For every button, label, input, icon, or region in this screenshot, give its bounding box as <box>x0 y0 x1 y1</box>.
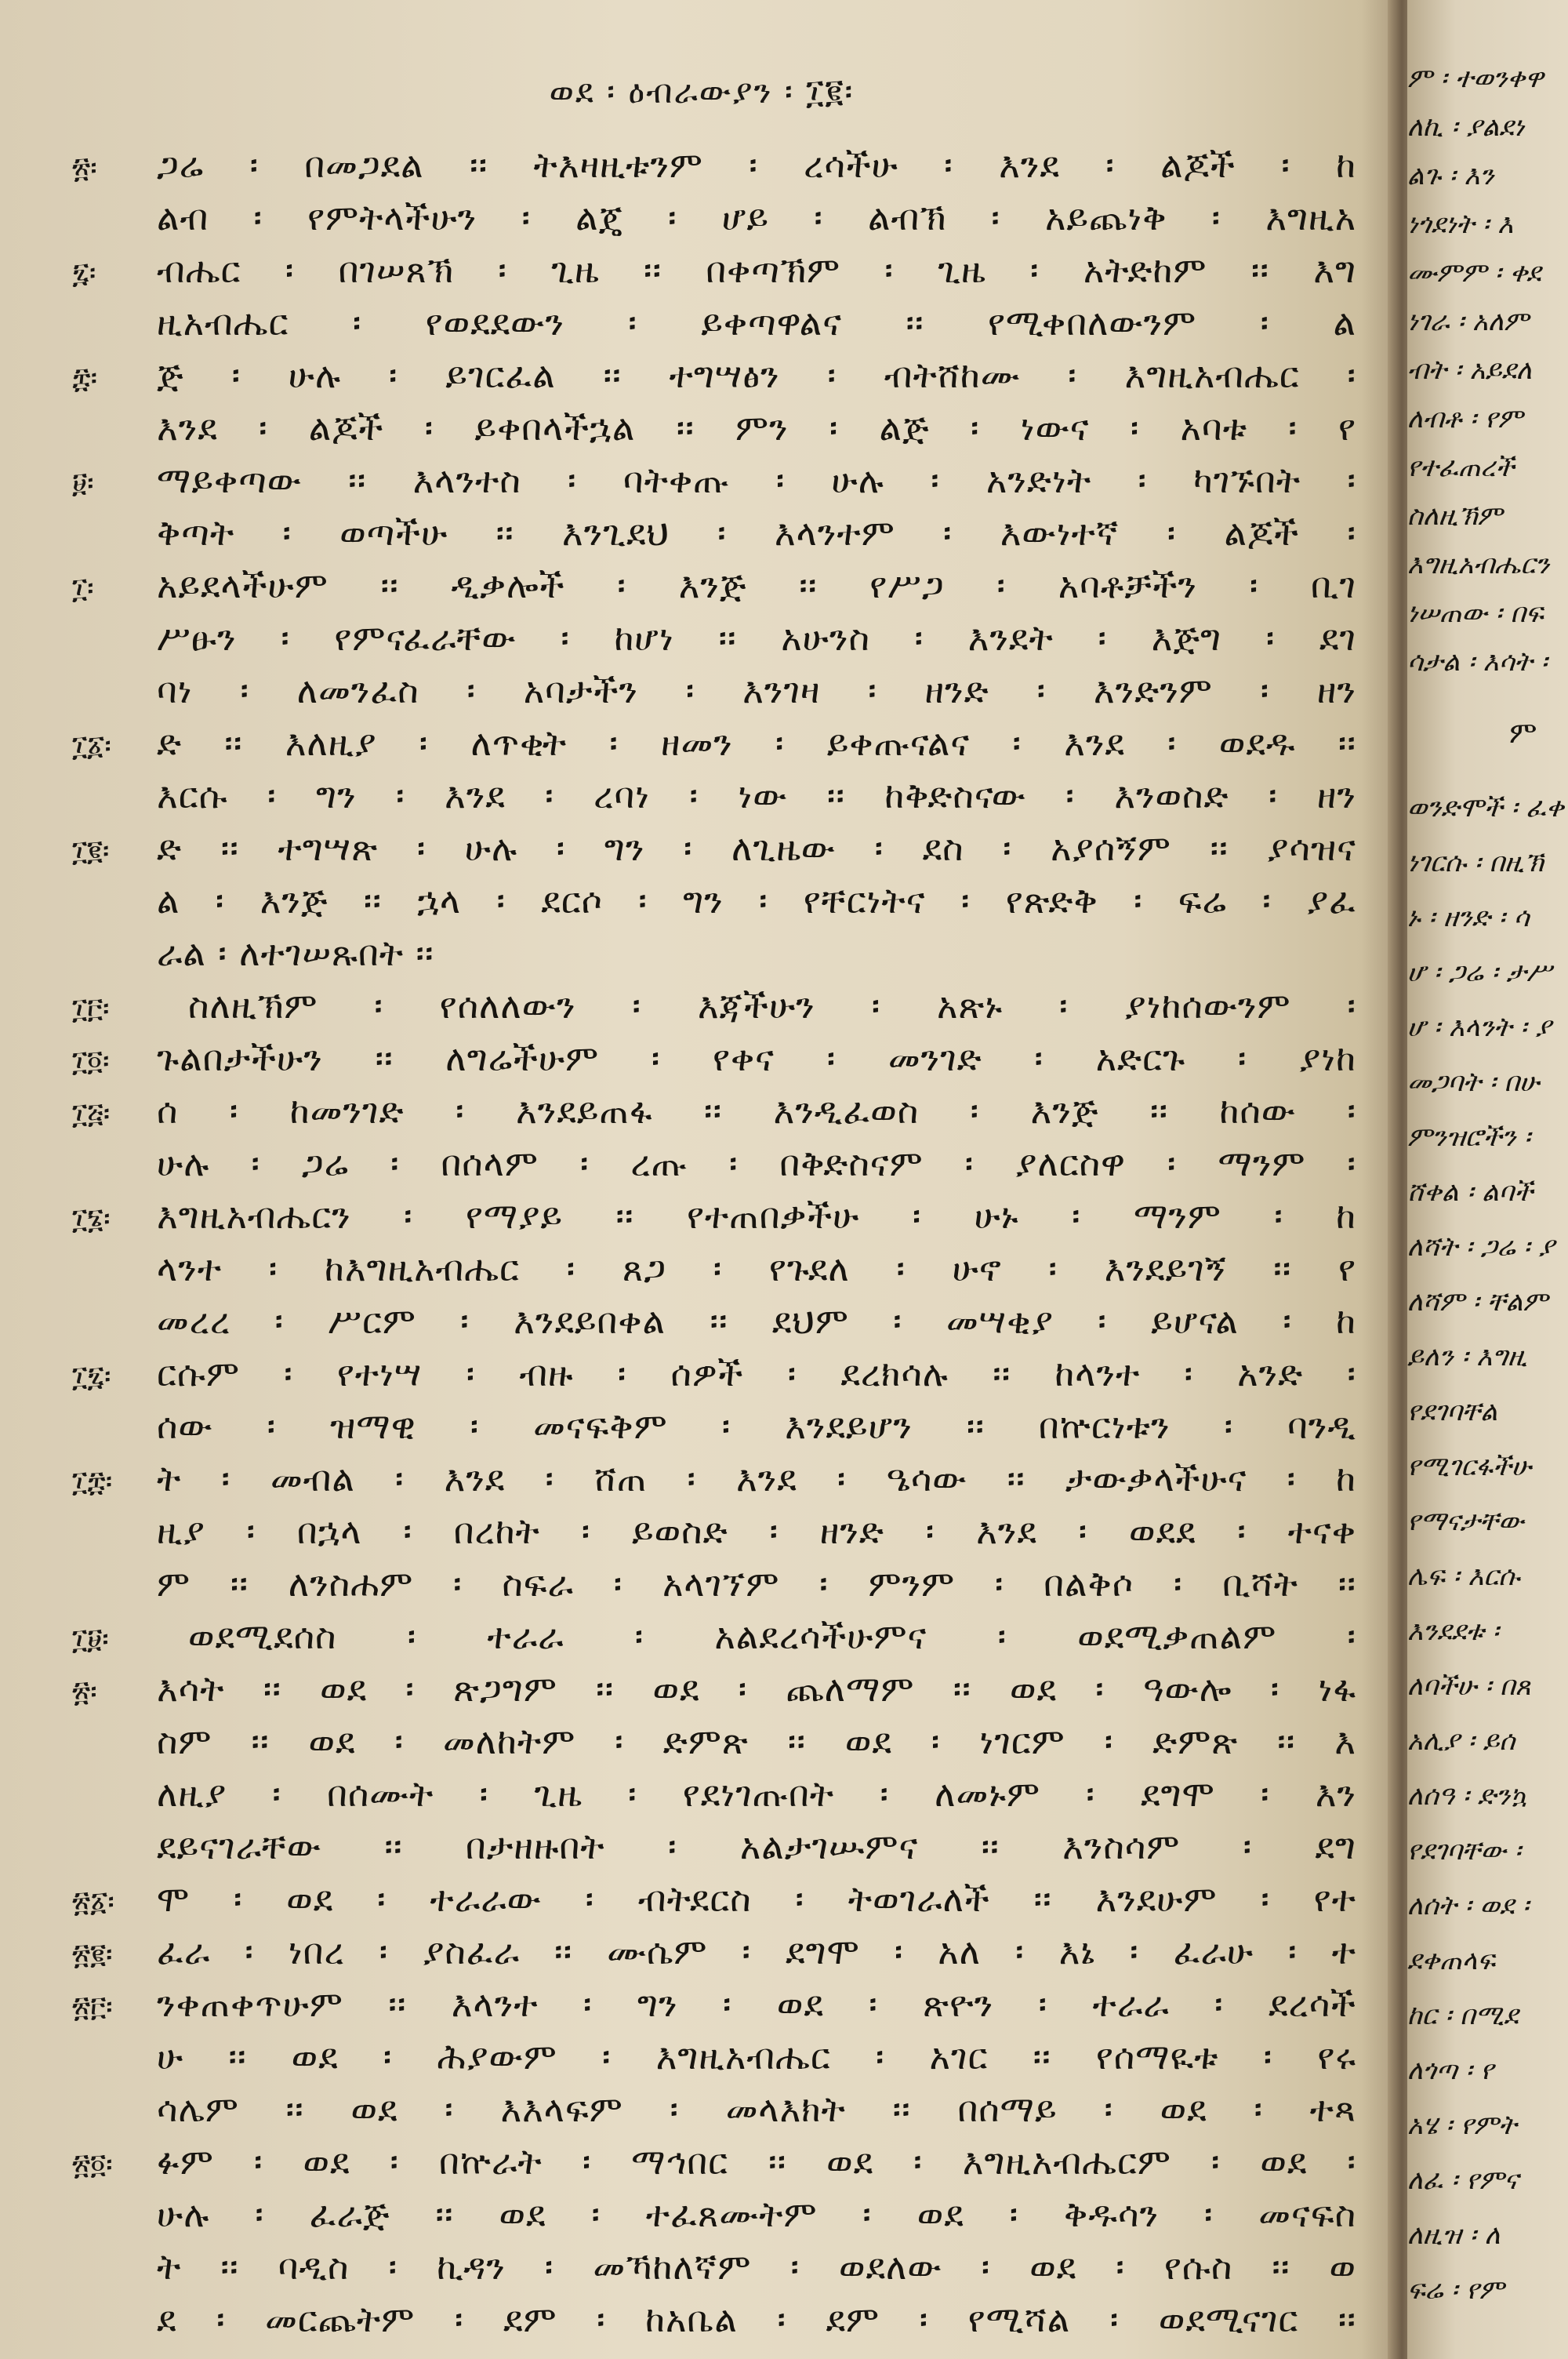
next-page-line: ለሻም ፡ ቸልም <box>1407 1286 1548 1318</box>
next-page-line: ለባችሁ ፡ በጸ <box>1407 1670 1531 1702</box>
text-line: ም ፡፡ ለንስሐም ፡ ስፍራ ፡ አላገኘም ፡ ምንም ፡ በልቅሶ ፡ ቢሻት ፡፡ <box>157 1563 1356 1605</box>
next-page-heading: ም <box>1509 715 1537 750</box>
next-page-line: እግዚአብሔርን <box>1407 549 1550 580</box>
next-page-line: የደገባቸው ፡ <box>1407 1835 1521 1866</box>
text-line: ጋሬ ፡ በመጋደል ፡፡ ትእዛዚቱንም ፡ ረሳችሁ ፡ እንደ ፡ ልጆች ፡ ከ <box>157 144 1356 186</box>
next-page-line: ነሠጠው ፡ በፍ <box>1407 598 1544 629</box>
text-line: እሳት ፡፡ ወደ ፡ ጽጋግም ፡፡ ወደ ፡ ጨለማም ፡፡ ወደ ፡ ዓውሎ ፡ ነፋ <box>157 1668 1356 1710</box>
verse-number: ፲፭፡ <box>72 1098 111 1130</box>
next-page-line: ሸቀል ፡ ልባች <box>1407 1176 1534 1208</box>
text-line: ት ፡ መብል ፡ እንደ ፡ ሸጠ ፡ እንደ ፡ ዔሳው ፡፡ ታውቃላችሁና ፡ ከ <box>157 1458 1356 1499</box>
running-head: ወደ ፡ ዕብራውያን ፡ ፲፪፡ <box>549 72 855 111</box>
verse-number: ፳፪፡ <box>72 1939 113 1971</box>
text-line: ድ ፡፡ ተግሣጽ ፡ ሁሉ ፡ ግን ፡ ለጊዜው ፡ ደስ ፡ አያሰኝም ፡፡ ያሳዝና <box>157 827 1356 869</box>
verse-number: ፳፬፡ <box>72 2149 113 2181</box>
text-line: ደ ፡ መርጨትም ፡ ደም ፡ ከአቤል ፡ ደም ፡ የሚሻል ፡ ወደሚናገር ፡፡ <box>157 2299 1356 2340</box>
text-line: ንቀጠቀጥሁም ፡፡ እላንተ ፡ ግን ፡ ወደ ፡ ጽዮን ፡ ተራራ ፡ ደረሳች <box>157 1983 1356 2025</box>
text-line: ለዚያ ፡ በሰሙት ፡ ጊዜ ፡ የደነገጡበት ፡ ለመኑም ፡ ደግሞ ፡ እን <box>157 1773 1356 1815</box>
next-page-line: ነጎደነት ፡ እ <box>1407 209 1514 240</box>
next-page-line: ወንድሞች ፡ ፈቀ <box>1407 792 1564 823</box>
next-page-line: ሳታል ፡ እሳት ፡ <box>1407 646 1548 678</box>
next-page-line: መጋባት ፡ በሁ <box>1407 1067 1540 1098</box>
text-line: እርሱ ፡ ግን ፡ እንደ ፡ ረባነ ፡ ነው ፡፡ ከቅድስናው ፡ እንወስድ ፡ ዘን <box>157 775 1356 816</box>
text-line: ቅጣት ፡ ወጣችሁ ፡፡ እንጊደህ ፡ እላንተም ፡ እውነተኛ ፡ ልጆች ፡ <box>157 512 1356 554</box>
verse-number: ፳፡ <box>72 152 97 184</box>
text-line: ጉልበታችሁን ፡፡ ለግሬችሁም ፡ የቀና ፡ መንገድ ፡ አድርጉ ፡ ያነከ <box>157 1038 1356 1079</box>
next-page-line: እንደደቱ ፡ <box>1407 1616 1499 1647</box>
next-page-line: ስለዚኽም <box>1407 500 1503 532</box>
verse-number: ፲፫፡ <box>72 993 110 1025</box>
text-line: ጅ ፡ ሁሉ ፡ ይገርፈል ፡፡ ተግሣፅን ፡ ብትሸከሙ ፡ እግዚአብሔር ፡ <box>157 354 1356 396</box>
next-page-line: ሆ ፡ እላንት ፡ ያ <box>1407 1012 1552 1043</box>
next-page-line: ይለን ፡ እግዚ <box>1407 1341 1527 1372</box>
text-line: ሁሉ ፡ ጋሬ ፡ በሰላም ፡ ረጡ ፡ በቅድስናም ፡ ያለርስዋ ፡ ማንም ፡ <box>157 1143 1356 1184</box>
text-line: ሥፁን ፡ የምናፈራቸው ፡ ከሆነ ፡፡ አሁንስ ፡ እንደት ፡ እጅግ ፡ ደገ <box>157 617 1356 659</box>
next-page-line: ፍሬ ፡ የም <box>1407 2274 1504 2306</box>
text-line: ፈራ ፡ ነበረ ፡ ያስፈራ ፡፡ ሙሴም ፡ ደግሞ ፡ አለ ፡ እኔ ፡ ፈራሁ ፡ ተ <box>157 1931 1356 1972</box>
text-line: ሞ ፡ ወደ ፡ ተራራው ፡ ብትደርስ ፡ ትወገራለች ፡፡ እንደሁም ፡ የተ <box>157 1878 1356 1920</box>
next-page-line: ብት ፡ አይደለ <box>1407 354 1532 386</box>
text-line: ባነ ፡ ለመንፈስ ፡ አባታችን ፡ እንገዛ ፡ ዘንድ ፡ እንድንም ፡ ዘን <box>157 670 1356 711</box>
text-line: ብሔር ፡ በገሠጸኽ ፡ ጊዜ ፡፡ በቀጣኽም ፡ ጊዜ ፡ አትድከም ፡፡ እግ <box>157 249 1356 291</box>
text-line: አይደላችሁም ፡፡ ዲቃሎች ፡ እንጅ ፡፡ የሥጋ ፡ አባቶቻችን ፡ ቢገ <box>157 565 1356 606</box>
text-line: ዚያ ፡ በኋላ ፡ በረከት ፡ ይወስድ ፡ ዘንድ ፡ እንደ ፡ ወደደ ፡ ተናቀ <box>157 1510 1356 1552</box>
text-line: ርሱም ፡ የተነሣ ፡ ብዙ ፡ ሰዎች ፡ ደረክሳሉ ፡፡ ከላንተ ፡ አንድ ፡ <box>157 1353 1356 1394</box>
text-line: ል ፡ እንጅ ፡፡ ኋላ ፡ ደርሶ ፡ ግን ፡ የቸርነትና ፡ የጽድቅ ፡ ፍሬ ፡ ያፈ <box>157 880 1356 921</box>
text-line: መረረ ፡ ሥርም ፡ እንደይበቀል ፡፡ ደህም ፡ መሣቂያ ፡ ይሆናል ፡ ከ <box>157 1300 1356 1342</box>
next-page-line: ለሰት ፡ ወደ ፡ <box>1407 1890 1530 1921</box>
text-line: ስም ፡፡ ወደ ፡ መለከትም ፡ ድምጽ ፡፡ ወደ ፡ ነገርም ፡ ድምጽ ፡፡ እ <box>157 1721 1356 1762</box>
next-page-line: ለብቶ ፡ የም <box>1407 403 1523 434</box>
next-page-line: የማናታቸው <box>1407 1506 1524 1537</box>
next-page-line: የተፈጠረች <box>1407 452 1515 483</box>
verse-number: ፲፩፡ <box>72 730 111 762</box>
text-line: ሁ ፡፡ ወደ ፡ ሕያውም ፡ እግዚአብሔር ፡ አገር ፡፡ የሰማዪቱ ፡ የሩ <box>157 2036 1356 2077</box>
next-page-line: ለጎጣ ፡ የ <box>1407 2055 1494 2086</box>
verse-number: ፳፫፡ <box>72 1991 113 2023</box>
next-page-line: ሆ ፡ ጋሬ ፡ ታሥ <box>1407 957 1552 988</box>
next-page-line: ለሰዓ ፡ ድንኳ <box>1407 1780 1527 1812</box>
verse-number: ፲፯፡ <box>72 1361 111 1393</box>
verse-number: ፲፰፡ <box>72 1466 113 1498</box>
verse-number: ፳፩፡ <box>72 1886 114 1918</box>
next-page-line: ምንዝሮችን ፡ <box>1407 1121 1531 1153</box>
text-line: እግዚአብሔርን ፡ የማያይ ፡፡ የተጠበቃችሁ ፡ ሁኑ ፡ ማንም ፡ ከ <box>157 1195 1356 1237</box>
next-page-line: ም ፡ ተወንቀዋ <box>1407 63 1544 94</box>
text-line: ማይቀጣው ፡፡ እላንተስ ፡ ባትቀጡ ፡ ሁሉ ፡ አንድነት ፡ ካገኙበት ፡ <box>157 460 1356 501</box>
next-page-line: የሚገርፋችሁ <box>1407 1451 1532 1482</box>
next-page-line: ነገርሱ ፡ በዚኽ <box>1407 847 1544 878</box>
next-page-line: ነገራ ፡ አለም <box>1407 306 1529 337</box>
verse-number: ፰፡ <box>72 362 98 394</box>
text-line: ት ፡፡ ባዲስ ፡ ኪዳን ፡ መኻከለኛም ፡ ወደለው ፡ ወደ ፡ የሱስ ፡፡ ወ <box>157 2246 1356 2288</box>
text-line: ሁሉ ፡ ፈራጅ ፡፡ ወደ ፡ ተፈጸሙትም ፡ ወደ ፡ ቅዱሳን ፡ መናፍስ <box>157 2194 1356 2235</box>
text-line: እንደ ፡ ልጆች ፡ ይቀበላችኋል ፡፡ ምን ፡ ልጅ ፡ ነውና ፡ አባቱ ፡ የ <box>157 407 1356 449</box>
text-line: ልብ ፡ የምትላችሁን ፡ ልጄ ፡ ሆይ ፡ ልብኽ ፡ አይጨነቅ ፡ እግዚአ <box>157 197 1356 238</box>
verse-number: ፱፡ <box>72 467 94 500</box>
next-page-line: ኑ ፡ ዘንድ ፡ ሳ <box>1407 902 1530 933</box>
text-line: ሰው ፡ ዝማዊ ፡ መናፍቅም ፡ እንደይሆን ፡፡ በኵርነቱን ፡ ባንዲ <box>157 1405 1356 1447</box>
text-line: ሳሌም ፡፡ ወደ ፡ እእላፍም ፡ መላእክት ፡፡ በሰማይ ፡ ወደ ፡ ተጻ <box>157 2088 1356 2130</box>
verse-number: ፲፡ <box>72 572 94 605</box>
text-line: ፉም ፡ ወደ ፡ በኵራት ፡ ማኅበር ፡፡ ወደ ፡ እግዚአብሔርም ፡ ወደ ፡ <box>157 2141 1356 2183</box>
next-page-line: አሄ ፡ የምት <box>1407 2110 1517 2141</box>
next-page-line: ለኪ ፡ ያልደነ <box>1407 111 1525 143</box>
text-line: ደይናገራቸው ፡፡ በታዘዙበት ፡ አልታገሡምና ፡፡ እንስሳም ፡ ደግ <box>157 1826 1356 1867</box>
text-line: ድ ፡፡ እለዚያ ፡ ለጥቂት ፡ ዘመን ፡ ይቀጡናልና ፡ እንደ ፡ ወደዱ ፡፡ <box>157 722 1356 764</box>
next-page-line: ሌፍ ፡ እርሱ <box>1407 1561 1520 1592</box>
next-page-line: ደቀጠላፍ <box>1407 1945 1495 1976</box>
text-line: ወደሚደሰስ ፡ ተራራ ፡ አልደረሳችሁምና ፡ ወደሚቃጠልም ፡ <box>188 1616 1356 1657</box>
next-page-line: የደገባቸል <box>1407 1396 1498 1427</box>
verse-number: ፲፬፡ <box>72 1045 110 1078</box>
text-line: ስለዚኽም ፡ የሰለለውን ፡ እጃችሁን ፡ አጽኑ ፡ ያነከሰውንም ፡ <box>188 985 1356 1027</box>
verse-number: ፳፡ <box>72 1676 97 1708</box>
verse-number: ፯፡ <box>72 257 96 289</box>
verse-number: ፲፮፡ <box>72 1203 111 1235</box>
next-page-line: ከር ፡ በሚደ <box>1407 2000 1519 2031</box>
next-page-line: ለፈ ፡ የምና <box>1407 2165 1519 2196</box>
next-page-line: ሙምም ፡ ቀደ <box>1407 257 1541 289</box>
verse-number: ፲፱፡ <box>72 1623 109 1656</box>
next-page-line: ለዚዝ ፡ ለ <box>1407 2219 1501 2251</box>
text-line: ራል ፡ ለተገሠጹበት ፡፡ <box>157 932 434 974</box>
text-line: ላንተ ፡ ከእግዚአብሔር ፡ ጸጋ ፡ የጉደለ ፡ ሁኖ ፡ እንደይገኝ ፡፡ የ <box>157 1248 1356 1289</box>
next-page-line: ልጉ ፡ እን <box>1407 160 1494 191</box>
next-page-line: አሊያ ፡ ይሰ <box>1407 1725 1515 1757</box>
text-line: ሰ ፡ ከመንገድ ፡ እንደይጠፋ ፡፡ እንዲፈወስ ፡ እንጅ ፡፡ ከሰው ፡ <box>157 1090 1356 1132</box>
next-page-line: ለሻት ፡ ጋሬ ፡ ያ <box>1407 1231 1555 1263</box>
text-line: ዚአብሔር ፡ የወደደውን ፡ ይቀጣዋልና ፡፡ የሚቀበለውንም ፡ ል <box>157 302 1356 343</box>
verse-number: ፲፪፡ <box>72 835 110 867</box>
